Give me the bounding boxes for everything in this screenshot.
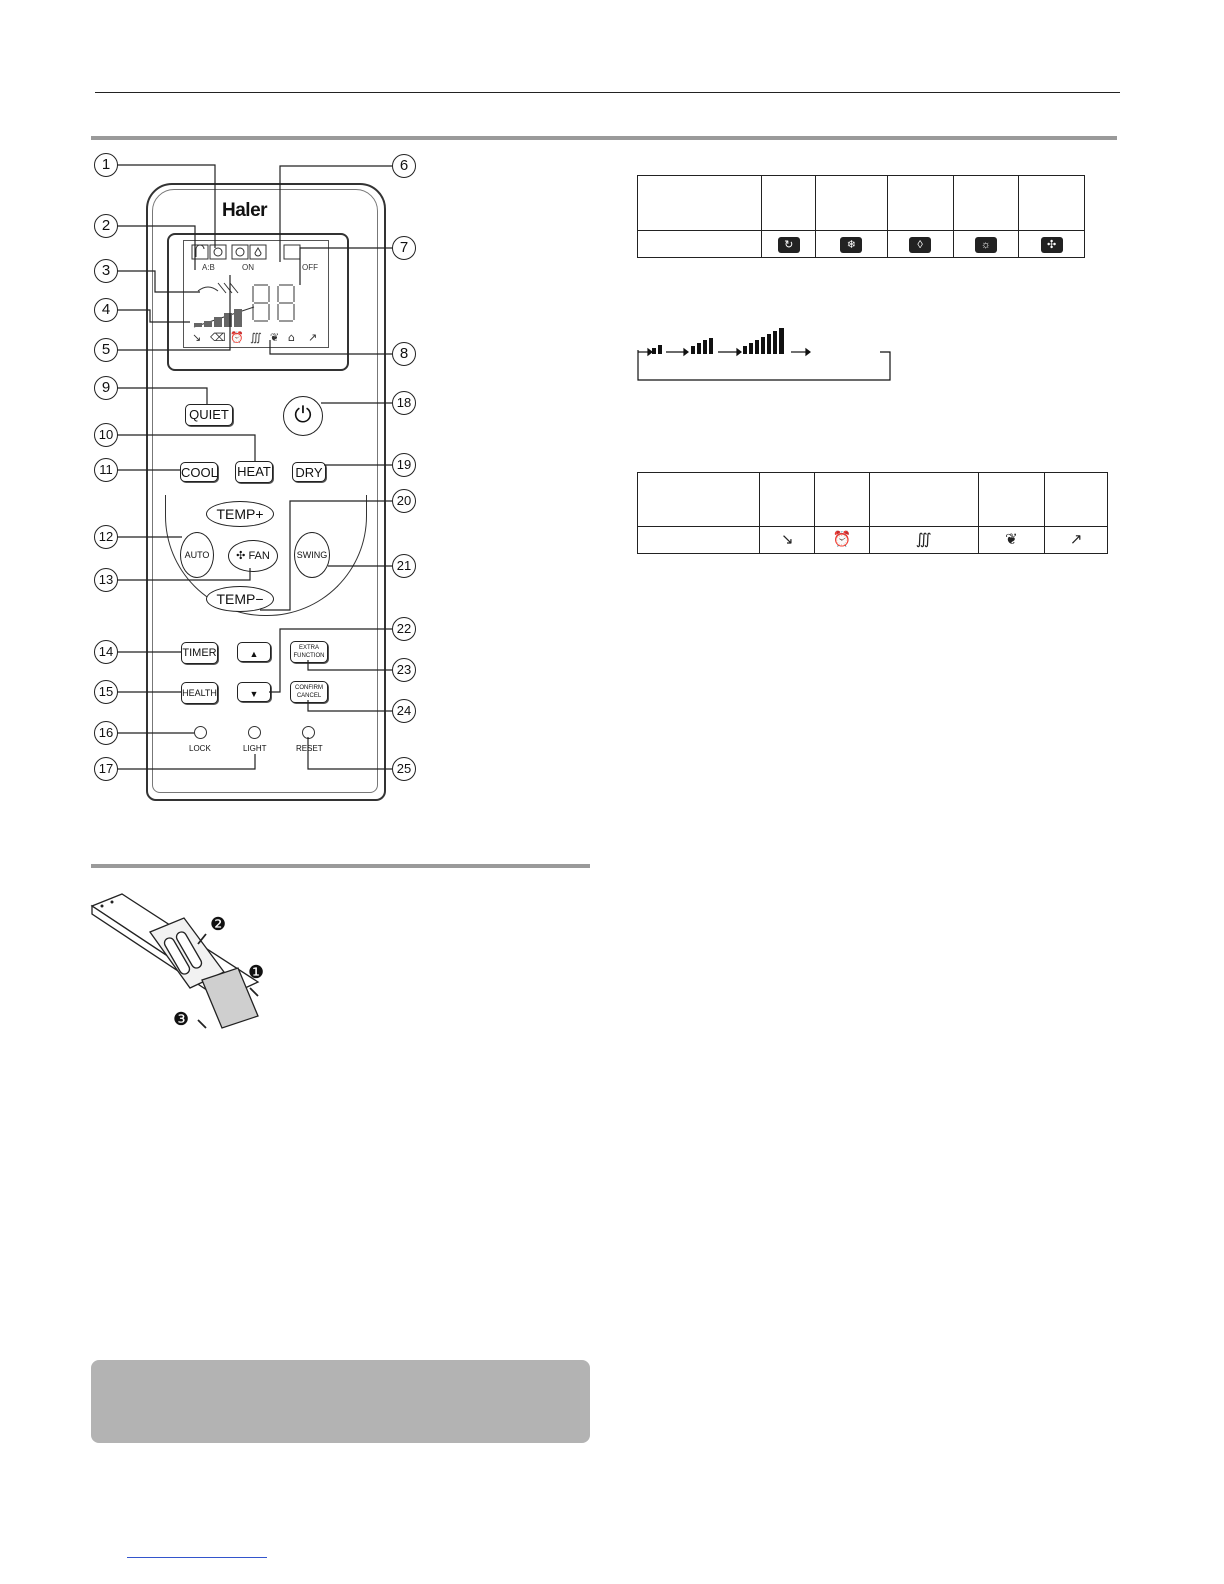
quiet-button[interactable]: QUIET — [185, 404, 233, 426]
cool-mode-icon: ❄ — [840, 237, 862, 253]
extra-function-label-1: EXTRA — [298, 645, 319, 651]
mode-icon-table — [637, 175, 1085, 258]
heat-mode-icon: ☼ — [975, 237, 997, 253]
brand-logo: Haler — [222, 200, 268, 221]
auto-button[interactable]: AUTO — [180, 532, 214, 578]
battery-step-2: ❷ — [210, 914, 227, 934]
callout-21: 21 — [392, 554, 416, 578]
svg-text:⌂: ⌂ — [288, 331, 295, 344]
fan-speed-cycle-diagram — [636, 328, 896, 384]
callout-1: 1 — [94, 153, 118, 177]
light-label: LIGHT — [243, 744, 267, 753]
callout-10: 10 — [94, 423, 118, 447]
cancel-label: CANCEL — [296, 693, 322, 699]
battery-step-1: ❶ — [248, 962, 265, 982]
heat-button[interactable]: HEAT — [235, 461, 273, 483]
auto-mode-icon: ↻ — [778, 237, 800, 253]
timer-alarm-icon: ⏰ — [832, 531, 852, 548]
footer-link[interactable] — [127, 1557, 267, 1558]
temp-minus-button[interactable]: TEMP− — [206, 586, 274, 612]
fan-mode-icon: ✣ — [1041, 237, 1063, 253]
callout-6: 6 — [392, 154, 416, 178]
svg-text:↗: ↗ — [308, 331, 318, 344]
callout-17: 17 — [94, 757, 118, 781]
callout-2: 2 — [94, 214, 118, 238]
fan-icon: ✣ — [236, 550, 246, 562]
callout-20: 20 — [392, 489, 416, 513]
heater-icon: ∭ — [915, 531, 932, 548]
lcd-ab-label: A:B — [202, 263, 215, 272]
health-button[interactable]: HEALTH — [181, 682, 218, 704]
mode-table-header-cell — [638, 176, 762, 231]
confirm-label: CONFIRM — [295, 685, 323, 691]
dry-mode-icon: ◊ — [909, 237, 931, 253]
fan-label: FAN — [248, 550, 270, 562]
down-triangle-icon: ▼ — [249, 689, 259, 699]
extra-function-label-2: FUNCTION — [293, 653, 325, 659]
swing-button[interactable]: SWING — [294, 532, 330, 578]
cool-button[interactable]: COOL — [180, 462, 218, 482]
note-box — [91, 1360, 590, 1443]
svg-text:∭: ∭ — [250, 331, 262, 344]
turbo-icon: ↗ — [1069, 531, 1083, 548]
callout-leader-lines — [0, 0, 600, 800]
callout-16: 16 — [94, 721, 118, 745]
lcd-on-label: ON — [242, 263, 254, 272]
lock-label: LOCK — [189, 744, 211, 753]
callout-7: 7 — [392, 236, 416, 260]
sleep-icon: ↘ — [780, 531, 794, 548]
reset-label: RESET — [296, 744, 323, 753]
health-leaf-icon: ❦ — [1005, 531, 1018, 548]
svg-text:⏰: ⏰ — [230, 331, 244, 344]
callout-4: 4 — [94, 298, 118, 322]
svg-text:❦: ❦ — [270, 331, 280, 344]
temp-plus-button[interactable]: TEMP+ — [206, 501, 274, 527]
callout-24: 24 — [392, 699, 416, 723]
lcd-off-label: OFF — [302, 263, 318, 272]
callout-11: 11 — [94, 458, 118, 482]
callout-13: 13 — [94, 568, 118, 592]
callout-18: 18 — [392, 391, 416, 415]
dry-button[interactable]: DRY — [292, 462, 326, 482]
timer-button[interactable]: TIMER — [181, 642, 218, 664]
function-icon-table — [637, 472, 1108, 554]
callout-23: 23 — [392, 658, 416, 682]
svg-text:⌫: ⌫ — [210, 331, 226, 344]
callout-14: 14 — [94, 640, 118, 664]
battery-step-3: ❸ — [173, 1009, 190, 1029]
callout-5: 5 — [94, 338, 118, 362]
callout-19: 19 — [392, 453, 416, 477]
callout-3: 3 — [94, 259, 118, 283]
callout-22: 22 — [392, 617, 416, 641]
power-icon: ⏻ — [294, 402, 312, 427]
up-triangle-icon: ▲ — [249, 649, 259, 659]
callout-9: 9 — [94, 376, 118, 400]
callout-15: 15 — [94, 680, 118, 704]
callout-12: 12 — [94, 525, 118, 549]
callout-25: 25 — [392, 757, 416, 781]
callout-8: 8 — [392, 342, 416, 366]
svg-text:↘: ↘ — [192, 331, 202, 344]
section-divider-battery — [91, 864, 590, 868]
